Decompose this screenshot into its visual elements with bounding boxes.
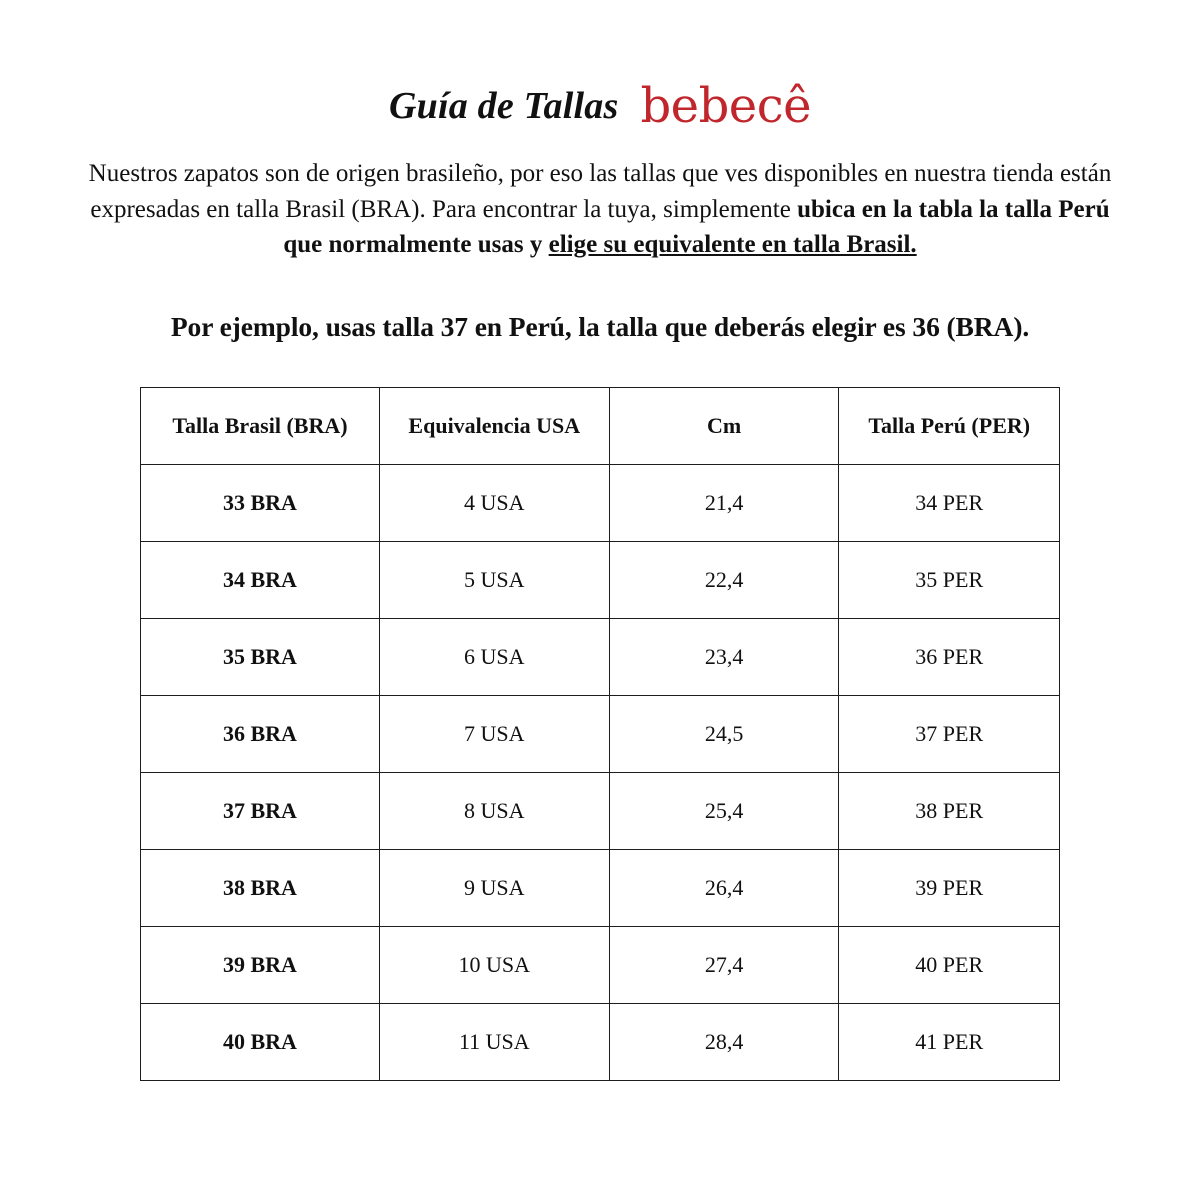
cell-usa: 8 USA bbox=[379, 772, 609, 849]
column-header-per: Talla Perú (PER) bbox=[839, 387, 1060, 464]
cell-per: 35 PER bbox=[839, 541, 1060, 618]
size-table bbox=[140, 387, 1060, 1081]
cell-per: 38 PER bbox=[839, 772, 1060, 849]
intro-text-bold: ubica en la tabla la talla Perú que normalmente usas y bbox=[283, 195, 1110, 258]
cell-bra: 37 BRA bbox=[141, 772, 380, 849]
table-row bbox=[141, 695, 1060, 772]
table-row bbox=[141, 541, 1060, 618]
cell-per: 37 PER bbox=[839, 695, 1060, 772]
cell-usa: 6 USA bbox=[379, 618, 609, 695]
brand-logo: bebecê bbox=[640, 78, 811, 134]
cell-cm: 28,4 bbox=[609, 1003, 839, 1080]
table-row bbox=[141, 849, 1060, 926]
cell-usa: 7 USA bbox=[379, 695, 609, 772]
column-header-usa: Equivalencia USA bbox=[379, 387, 609, 464]
table-row bbox=[141, 464, 1060, 541]
cell-cm: 25,4 bbox=[609, 772, 839, 849]
header bbox=[80, 78, 1120, 134]
cell-cm: 26,4 bbox=[609, 849, 839, 926]
cell-per: 34 PER bbox=[839, 464, 1060, 541]
column-header-bra: Talla Brasil (BRA) bbox=[141, 387, 380, 464]
cell-usa: 10 USA bbox=[379, 926, 609, 1003]
cell-bra: 35 BRA bbox=[141, 618, 380, 695]
table-row bbox=[141, 1003, 1060, 1080]
cell-usa: 4 USA bbox=[379, 464, 609, 541]
cell-per: 40 PER bbox=[839, 926, 1060, 1003]
intro-text-bold-underline: elige su equivalente en talla Brasil. bbox=[548, 231, 917, 258]
cell-cm: 24,5 bbox=[609, 695, 839, 772]
intro-text-plain: Nuestros zapatos son de origen brasileño, por eso las tallas que ves disponibles en nuestra tienda están expresadas en talla Brasil (BRA). Para encontrar la tuya, simplemente bbox=[88, 160, 1112, 223]
table-header-row bbox=[141, 387, 1060, 464]
cell-per: 41 PER bbox=[839, 1003, 1060, 1080]
example-line: Por ejemplo, usas talla 37 en Perú, la talla que deberás elegir es 36 (BRA). bbox=[170, 310, 1030, 342]
intro-paragraph bbox=[85, 156, 1115, 263]
cell-usa: 9 USA bbox=[379, 849, 609, 926]
cell-per: 39 PER bbox=[839, 849, 1060, 926]
cell-per: 36 PER bbox=[839, 618, 1060, 695]
cell-cm: 27,4 bbox=[609, 926, 839, 1003]
table-row bbox=[141, 926, 1060, 1003]
table-row bbox=[141, 772, 1060, 849]
cell-cm: 22,4 bbox=[609, 541, 839, 618]
cell-usa: 5 USA bbox=[379, 541, 609, 618]
table-body bbox=[141, 464, 1060, 1080]
cell-cm: 23,4 bbox=[609, 618, 839, 695]
cell-bra: 39 BRA bbox=[141, 926, 380, 1003]
cell-cm: 21,4 bbox=[609, 464, 839, 541]
cell-bra: 36 BRA bbox=[141, 695, 380, 772]
page-title: Guía de Tallas bbox=[389, 85, 619, 127]
table-header bbox=[141, 387, 1060, 464]
cell-bra: 40 BRA bbox=[141, 1003, 380, 1080]
cell-bra: 33 BRA bbox=[141, 464, 380, 541]
size-table-container bbox=[80, 387, 1120, 1081]
column-header-cm: Cm bbox=[609, 387, 839, 464]
table-row bbox=[141, 618, 1060, 695]
cell-bra: 38 BRA bbox=[141, 849, 380, 926]
cell-bra: 34 BRA bbox=[141, 541, 380, 618]
cell-usa: 11 USA bbox=[379, 1003, 609, 1080]
